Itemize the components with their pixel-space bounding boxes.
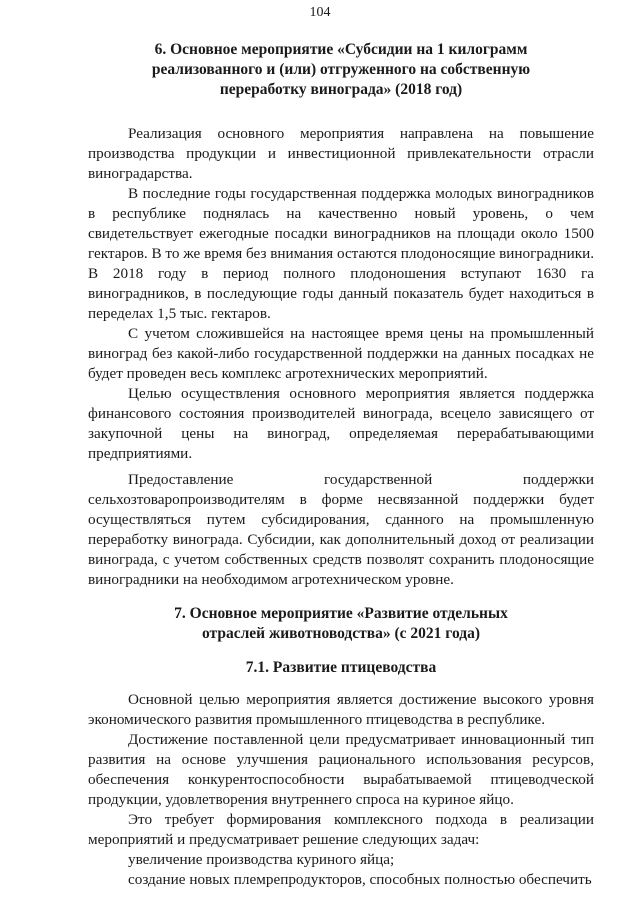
- page-number: 104: [309, 5, 331, 20]
- section-6-title-line-3: переработку винограда» (2018 год): [219, 81, 463, 98]
- section-7-paragraph-3: Это требует формирования комплексного подхода в реализации мероприятий и предусматривает решение следующих задач:: [88, 811, 594, 848]
- section-6-title: [88, 40, 594, 100]
- document-body: [88, 40, 594, 890]
- section-6-paragraph-3: С учетом сложившейся на настоящее время цены на промышленный виноград без какой-либо государственной поддержки на данных посадках не будет проведен весь комплекс агротехнических мероприятий.: [88, 325, 594, 382]
- section-6-paragraph-4: Целью осуществления основного мероприятия является поддержка финансового состояния производителей винограда, всецело зависящего от закупочной цены на виноград, определяемая перерабатывающими предприятиями.: [88, 385, 594, 462]
- section-7-paragraph-2: Достижение поставленной цели предусматривает инновационный тип развития на основе улучшения рационального использования ресурсов, обеспечения конкурентоспособности вырабатываемой птицеводческой продукции, удовлетворения внутреннего спроса на куриное яйцо.: [88, 731, 594, 808]
- section-6-paragraph-5: Предоставление государственной поддержки сельхозтоваропроизводителям в форме несвязанной поддержки будет осуществляться путем субсидирования, сданного на промышленную переработку винограда. Субсидии, как дополнительный доход от реализации винограда, с учетом собственных средств позволят сохранить плодоносящие виноградники на необходимом агротехническом уровне.: [88, 471, 594, 588]
- task-item-2: создание новых племрепродукторов, способных полностью обеспечить: [128, 871, 592, 888]
- section-7-paragraph-1: Основной целью мероприятия является достижение высокого уровня экономического развития промышленного птицеводства в республике.: [88, 691, 594, 728]
- section-7-title-line-2: отраслей животноводства» (с 2021 года): [201, 625, 481, 642]
- section-6-title-line-1: 6. Основное мероприятие «Субсидии на 1 килограмм: [154, 41, 528, 58]
- section-6-title-line-2: реализованного и (или) отгруженного на собственную: [151, 61, 531, 78]
- section-7-title: [88, 604, 594, 644]
- subsection-7-1-title: 7.1. Развитие птицеводства: [245, 659, 437, 676]
- section-7-title-line-1: 7. Основное мероприятие «Развитие отдельных: [174, 605, 508, 622]
- section-6-paragraph-1: Реализация основного мероприятия направлена на повышение производства продукции и инвестиционной привлекательности отрасли виноградарства.: [88, 125, 594, 182]
- task-item-1: увеличение производства куриного яйца;: [128, 851, 395, 868]
- section-6-paragraph-2: В последние годы государственная поддержка молодых виноградников в республике поднялась на качественно новый уровень, о чем свидетельствует ежегодные посадки виноградников на площади около 1500 гектаров. В то же время без внимания остаются плодоносящие виноградники. В 2018 году в период полного плодоношения вступают 1630 га виноградников, в последующие годы данный показатель будет находиться в переделах 1,5 тыс. гектаров.: [88, 185, 594, 322]
